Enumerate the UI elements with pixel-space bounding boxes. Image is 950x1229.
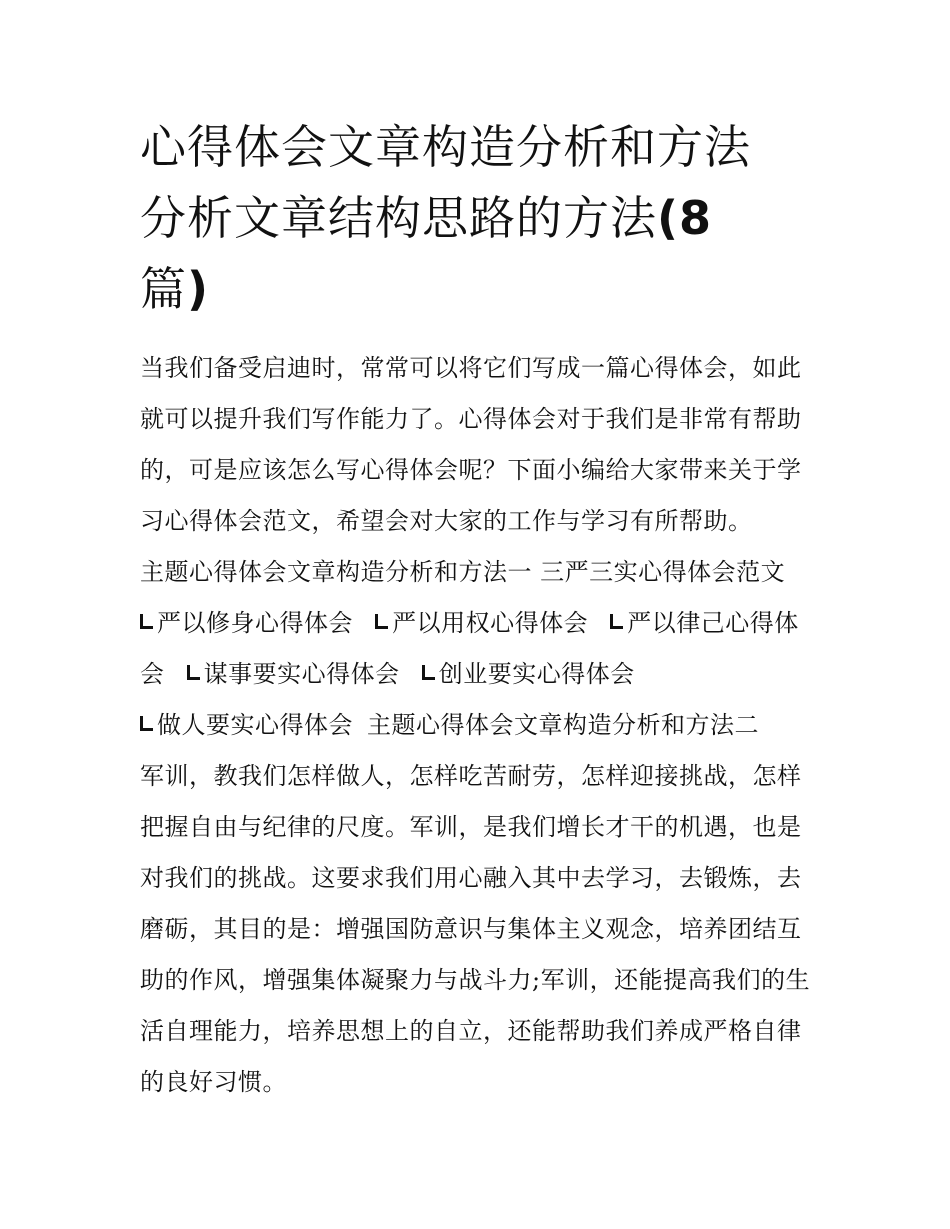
list-item-label: 严以修身心得体会 <box>157 609 353 637</box>
title-line-2: 分析文章结构思路的方法 <box>140 191 657 245</box>
section-2-heading: 主题心得体会文章构造分析和方法二 <box>367 711 759 739</box>
essay-list <box>140 598 820 700</box>
document-page <box>140 112 820 1108</box>
corner-bullet-icon <box>187 665 200 680</box>
corner-bullet-icon <box>422 665 435 680</box>
list-item-label: 严以律己心得体会 <box>140 609 799 688</box>
intro-paragraph: 当我们备受启迪时，常常可以将它们写成一篇心得体会，如此就可以提升我们写作能力了。心得体会对于我们是非常有帮助的，可是应该怎么写心得体会呢？下面小编给大家带来关于学习心得体会范文，希望会对大家的工作与学习有所帮助。 <box>140 354 802 535</box>
corner-bullet-icon <box>140 614 153 629</box>
corner-bullet-icon <box>140 716 153 731</box>
list-item <box>187 660 400 688</box>
title-line-3: 篇 <box>140 262 187 316</box>
document-title <box>140 112 820 325</box>
list-item-label: 创业要实心得体会 <box>438 660 635 688</box>
list-item <box>375 609 588 637</box>
document-body <box>140 343 820 1108</box>
essay-list-continued <box>140 700 820 751</box>
title-line-1: 心得体会文章构造分析和方法 <box>140 120 751 174</box>
section-1-heading: 主题心得体会文章构造分析和方法一 三严三实心得体会范文 <box>140 558 786 586</box>
corner-bullet-icon <box>610 614 623 629</box>
list-item-label: 做人要实心得体会 <box>157 711 353 739</box>
corner-bullet-icon <box>375 614 388 629</box>
list-item-label: 严以用权心得体会 <box>392 609 589 637</box>
title-line-2-number: (8 <box>657 191 713 245</box>
body-paragraph: 军训，教我们怎样做人，怎样吃苦耐劳，怎样迎接挑战，怎样把握自由与纪律的尺度。军训，是我们增长才干的机遇，也是对我们的挑战。这要求我们用心融入其中去学习，去锻炼，去磨砺，其目的是：增强国防意识与集体主义观念，培养团结互助的作风，增强集体凝聚力与战斗力;军训，还能提高我们的生活自理能力，培养思想上的自立，还能帮助我们养成严格自律的良好习惯。 <box>140 762 811 1096</box>
list-item <box>140 609 353 637</box>
list-item-label: 谋事要实心得体会 <box>203 660 400 688</box>
list-item <box>422 660 635 688</box>
list-item <box>140 711 353 739</box>
title-line-3-paren: ) <box>187 262 210 316</box>
